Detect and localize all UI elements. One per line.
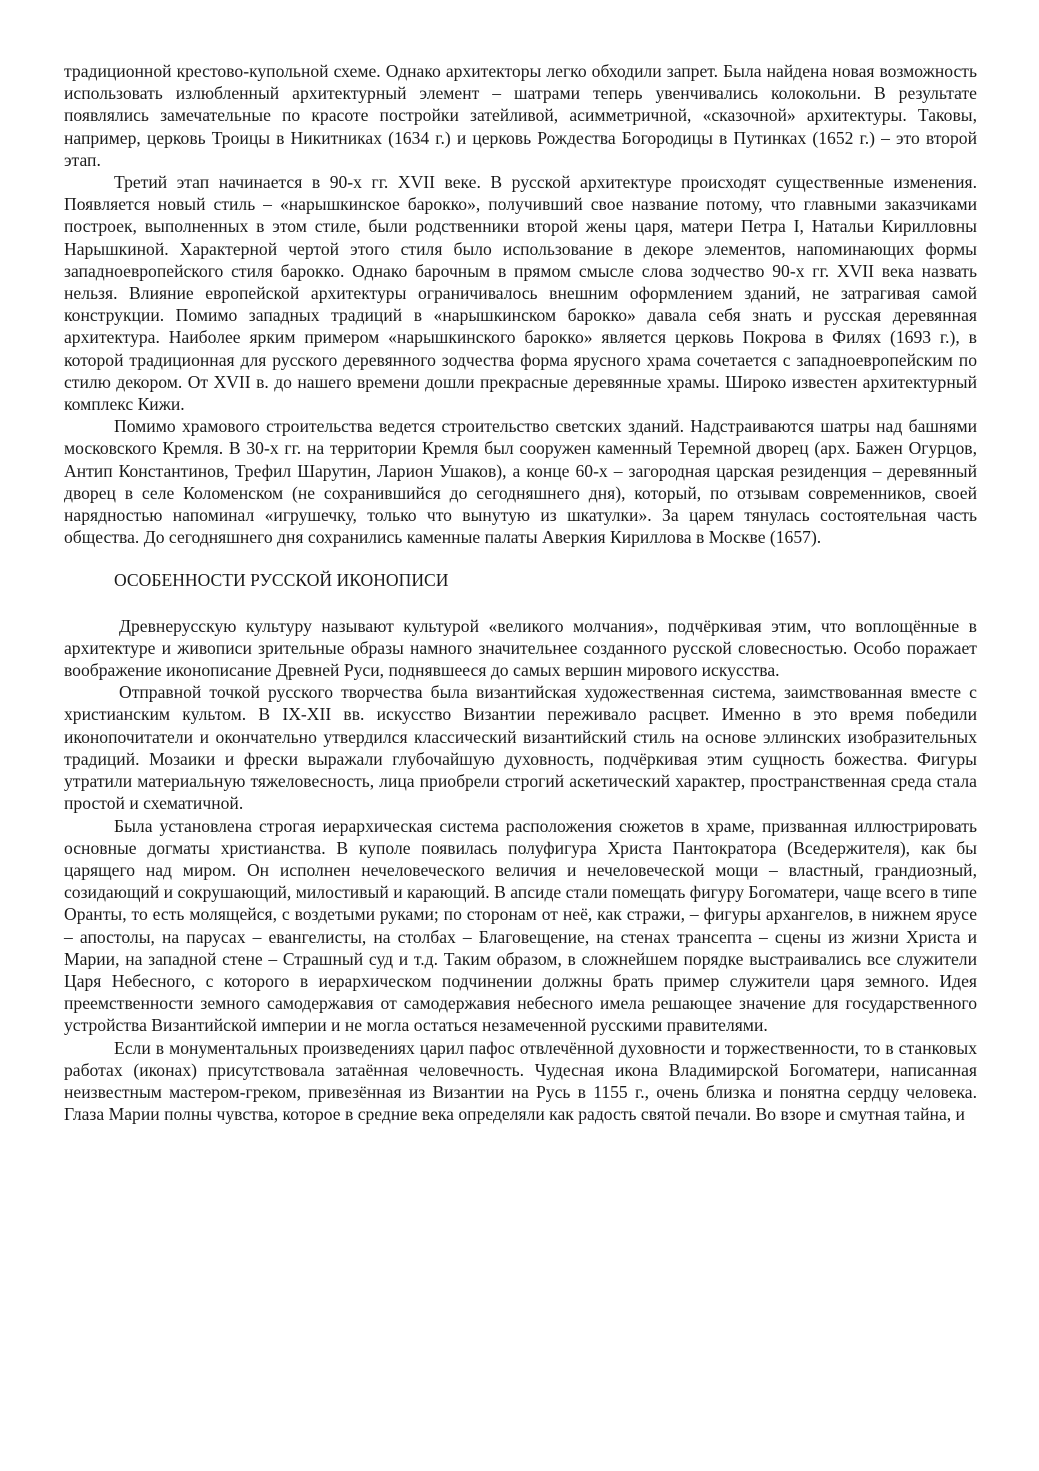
- paragraph-great-silence: Древнерусскую культуру называют культурой «великого молчания», подчёркивая этим, что воплощённые в архитектуре и живописи зрительные образы намного значительнее созданного русской словесностью. Особо поражает воображение иконописание Древней Руси, поднявшееся до самых вершин мирового искусства.: [64, 615, 977, 681]
- paragraph-byzantine-system: Отправной точкой русского творчества была византийская художественная система, заимствованная вместе с христианским культом. В IX-XII вв. искусство Византии переживало расцвет. Именно в это время победили иконопочитатели и окончательно утвердился классический византийский стиль на основе эллинских изобразительных традиций. Мозаики и фрески выражали глубочайшую духовность, подчёркивая этим сущность божества. Фигуры утратили материальную тяжеловесность, лица приобрели строгий аскетический характер, пространственная среда стала простой и схематичной.: [64, 682, 977, 814]
- paragraph-secular-buildings: Помимо храмового строительства ведется строительство светских зданий. Надстраиваются шатры над башнями московского Кремля. В 30-х гг. на территории Кремля был сооружен каменный Теремной дворец (арх. Бажен Огурцов, Антип Константинов, Трефил Шарутин, Ларион Ушаков), а конце 60-х – загородная царская резиденция – деревянный дворец в селе Коломенском (не сохранившийся до сегодняшнего дня), который, по отзывам современников, своей нарядностью напоминал «игрушечку, только что вынутую из шкатулки». За царем тянулась состоятельная часть общества. До сегодняшнего дня сохранились каменные палаты Аверкия Кириллова в Москве (1657).: [64, 416, 977, 548]
- document-page: [64, 60, 977, 1125]
- paragraph-hierarchical-system: Была установлена строгая иерархическая система расположения сюжетов в храме, призванная иллюстрировать основные догматы христианства. В куполе появилась полуфигура Христа Пантократора (Вседержителя), как бы царящего над миром. Он исполнен нечеловеческого величия и нечеловеческой мощи – властный, грандиозный, созидающий и сокрушающий, милостивый и карающий. В апсиде стали помещать фигуру Богоматери, чаще всего в типе Оранты, то есть молящейся, с воздетыми руками; по сторонам от неё, как стражи, – фигуры архангелов, в нижнем ярусе – апостолы, на парусах – евангелисты, на столбах – Благовещение, на стенах трансепта – сцены из жизни Христа и Марии, на западной стене – Страшный суд и т.д. Таким образом, в сложнейшем порядке выстраивались все служители Царя Небесного, с которого в иерархическом подчинении должны брать пример служители царя земного. Идея преемственности земного самодержавия от самодержавия небесного имела решающее значение для государственного устройства Византийской империи и не могла остаться незамеченной русскими правителями.: [64, 815, 977, 1036]
- section-heading-iconography: ОСОБЕННОСТИ РУССКОЙ ИКОНОПИСИ: [114, 570, 449, 591]
- paragraph-continuation: традиционной крестово-купольной схеме. Однако архитекторы легко обходили запрет. Была найдена новая возможность использовать излюбленный архитектурный элемент – шатрами теперь увенчивались колокольни. В результате появлялись замечательные по красоте постройки затейливой, асимметричной, «сказочной» архитектуры. Таковы, например, церковь Троицы в Никитниках (1634 г.) и церковь Рождества Богородицы в Путинках (1652 г.) – это второй этап.: [64, 61, 977, 170]
- paragraph-easel-works: Если в монументальных произведениях царил пафос отвлечённой духовности и торжественности, то в станковых работах (иконах) присутствовала затаённая человечность. Чудесная икона Владимирской Богоматери, написанная неизвестным мастером-греком, привезённая из Византии на Русь в 1155 г., очень близка и понятна сердцу человека. Глаза Марии полны чувства, которое в средние века определяли как радость святой печали. Во взоре и смутная тайна, и: [64, 1037, 977, 1125]
- paragraph-third-stage: Третий этап начинается в 90-х гг. XVII веке. В русской архитектуре происходят существенные изменения. Появляется новый стиль – «нарышкинское барокко», получивший свое название потому, что главными заказчиками построек, выполненных в этом стиле, были родственники второй жены царя, матери Петра I, Натальи Кирилловны Нарышкиной. Характерной чертой этого стиля было использование в декоре элементов, напоминающих формы западноевропейского стиля барокко. Однако барочным в прямом смысле слова зодчество 90-х гг. XVII века назвать нельзя. Влияние европейской архитектуры ограничивалось внешним оформлением зданий, не затрагивая самой конструкции. Помимо западных традиций в «нарышкинском барокко» давала себя знать и русская деревянная архитектура. Наиболее ярким примером «нарышкинского барокко» является церковь Покрова в Филях (1693 г.), в которой традиционная для русского деревянного зодчества форма ярусного храма сочетается с западноевропейским по стилю декором. От XVII в. до нашего времени дошли прекрасные деревянные храмы. Широко известен архитектурный комплекс Кижи.: [64, 172, 977, 415]
